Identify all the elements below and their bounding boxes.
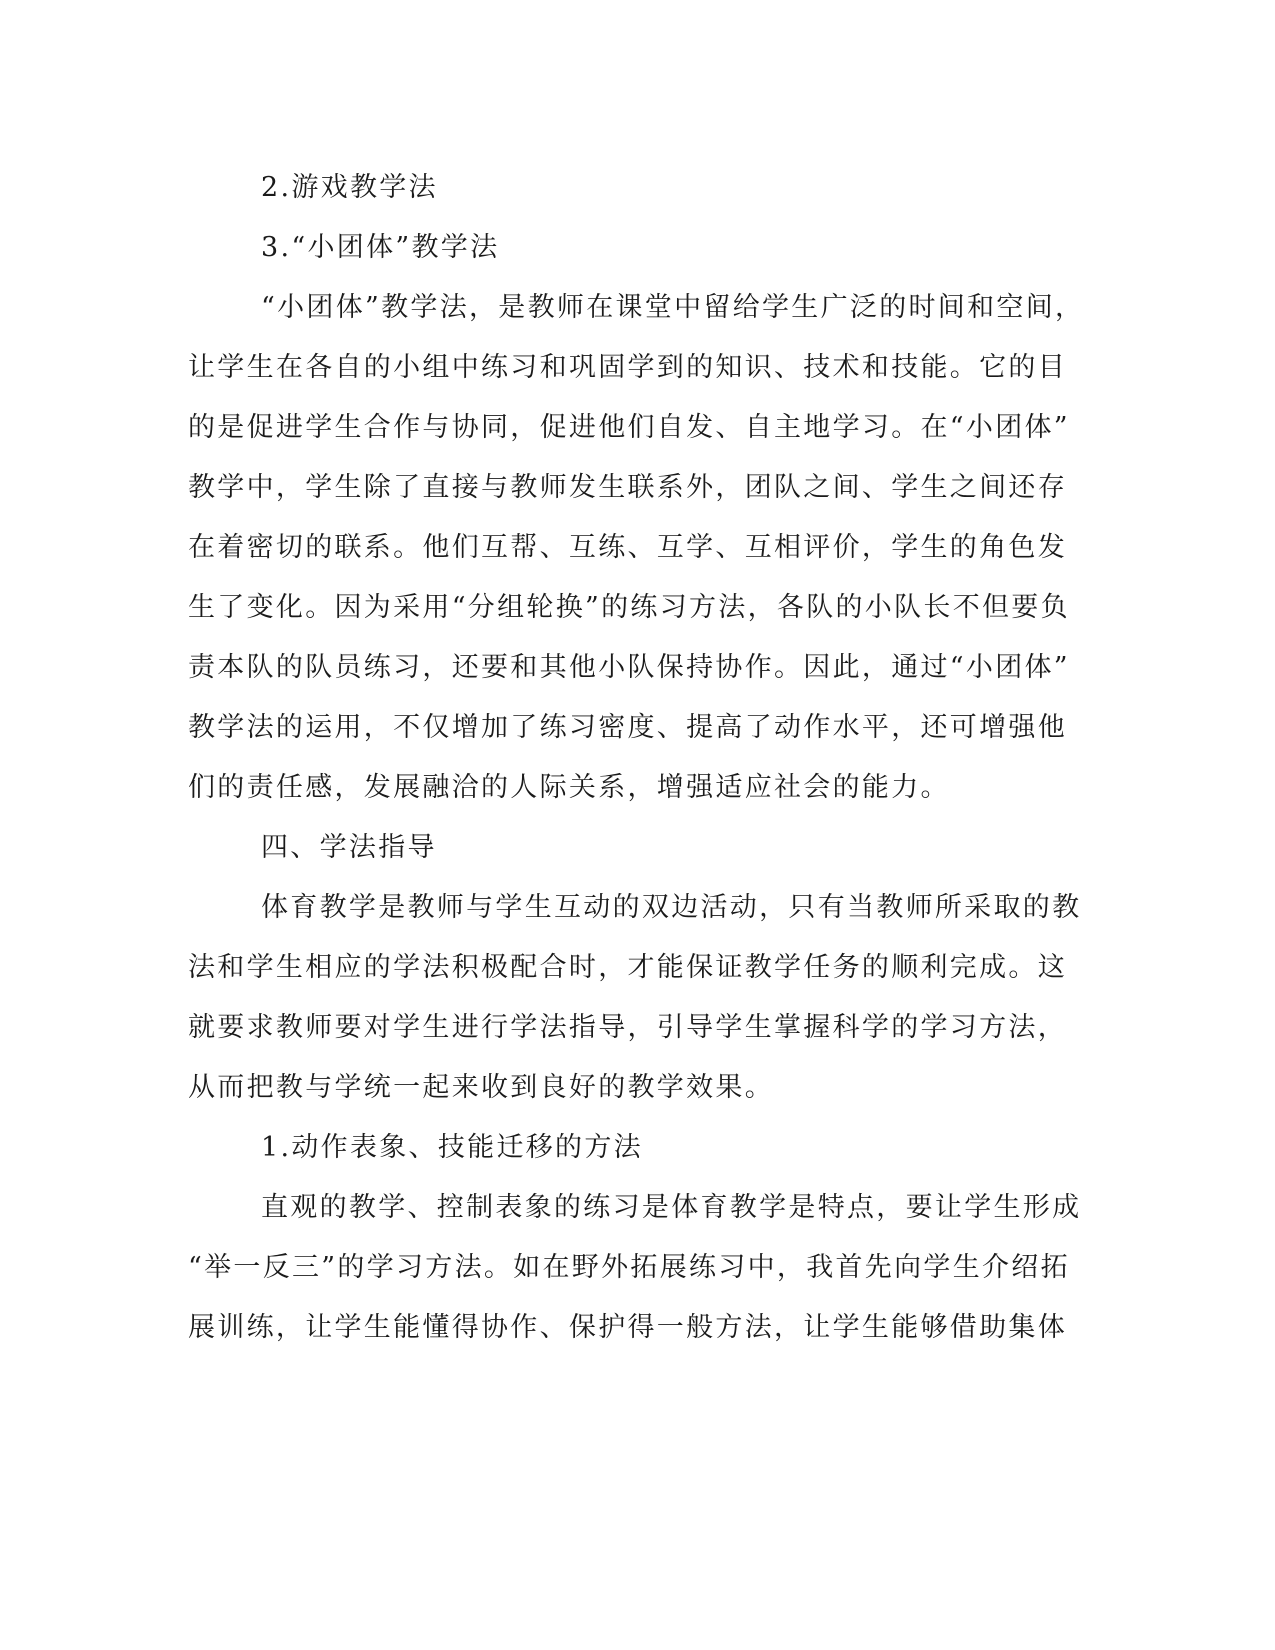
heading-small-group-teaching: 3.“小团体”教学法 <box>261 232 500 263</box>
paragraph-line: 展训练，让学生能懂得协作、保护得一般方法，让学生能够借助集体 <box>188 1312 1067 1343</box>
paragraph-line: 教学法的运用，不仅增加了练习密度、提高了动作水平，还可增强他 <box>188 712 1067 743</box>
paragraph-line: 责本队的队员练习，还要和其他小队保持协作。因此，通过“小团体” <box>188 652 1070 683</box>
paragraph-line: 法和学生相应的学法积极配合时，才能保证教学任务的顺利完成。这 <box>188 952 1067 983</box>
heading-game-teaching: 2.游戏教学法 <box>261 172 438 203</box>
paragraph-line: 的是促进学生合作与协同，促进他们自发、自主地学习。在“小团体” <box>188 412 1070 443</box>
paragraph-line: 在着密切的联系。他们互帮、互练、互学、互相评价，学生的角色发 <box>188 532 1067 563</box>
paragraph-line: “举一反三”的学习方法。如在野外拓展练习中，我首先向学生介绍拓 <box>188 1252 1070 1283</box>
paragraph-line: 直观的教学、控制表象的练习是体育教学是特点，要让学生形成 <box>261 1192 1082 1223</box>
paragraph-line: 教学中，学生除了直接与教师发生联系外，团队之间、学生之间还存 <box>188 472 1067 503</box>
heading-motion-representation: 1.动作表象、技能迁移的方法 <box>261 1132 643 1163</box>
paragraph-line: “小团体”教学法，是教师在课堂中留给学生广泛的时间和空间， <box>261 292 1085 323</box>
paragraph-line: 让学生在各自的小组中练习和巩固学到的知识、技术和技能。它的目 <box>188 352 1067 383</box>
paragraph-line: 就要求教师要对学生进行学法指导，引导学生掌握科学的学习方法， <box>188 1012 1067 1043</box>
paragraph-line: 从而把教与学统一起来收到良好的教学效果。 <box>188 1072 774 1103</box>
paragraph-line: 们的责任感，发展融洽的人际关系，增强适应社会的能力。 <box>188 772 950 803</box>
paragraph-line: 生了变化。因为采用“分组轮换”的练习方法，各队的小队长不但要负 <box>188 592 1070 623</box>
paragraph-line: 体育教学是教师与学生互动的双边活动，只有当教师所采取的教 <box>261 892 1082 923</box>
section-heading-study-guidance: 四、学法指导 <box>261 832 437 863</box>
